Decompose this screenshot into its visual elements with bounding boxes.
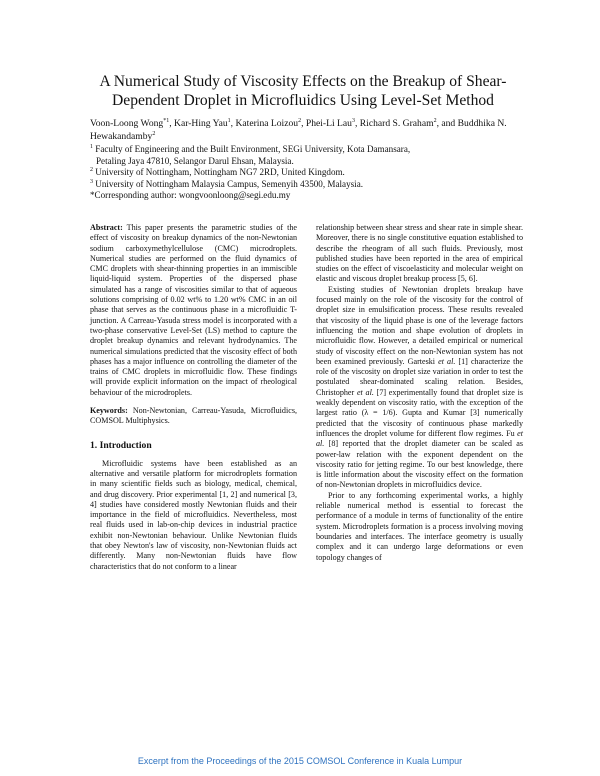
affiliations <box>90 144 520 202</box>
author: Richard S. Graham$^2$ <box>359 117 437 129</box>
conference-footer: Excerpt from the Proceedings of the 2015 COMSOL Conference in Kuala Lumpur <box>137 756 463 766</box>
corresponding-author: *Corresponding author: wongvoonloong@segi.edu.my <box>90 190 291 201</box>
abstract-text: This paper presents the parametric studies of the effect of viscosity on breakup dynamics of the non-Newtonian sodium carboxymethylcellulose (CMC) microdroplets. Numerical studies are performed on the fluid dynamics of CMC droplets with shear-thinning properties in an immiscible liquid-liquid system. Properties of the dispersed phase simulated has a range of viscosities similar to that of aqueous solutions comprising of 0.02 wt% to 1.20 wt% CMC in an oil phase that serves as the continuous phase in a microfluidic T-junction. A Carreau-Yasuda stress model is incorporated with a two-phase conservative Level-Set (LS) method to capture the droplet breakup dynamics and relevant hydrodynamics. The numerical simulations predicted that the viscosity effect of both phases has a major influence on controlling the diameter of the trains of CMC droplets in microfluidic flow. These findings will provide explicit information on the impact of rheological behaviour of the microdroplets. <box>90 223 297 397</box>
author: Phei-Li Lau$^3$ <box>305 117 355 129</box>
affiliation-continuation: Petaling Jaya 47810, Selangor Darul Ehsan, Malaysia. <box>96 155 294 166</box>
body-paragraph: relationship between shear stress and shear rate in simple shear. Moreover, there is no single constitutive equation established to describe the rheogram of all such fluids. Previously, most published studies have been reported in the area of empirical studies on the effect of viscoelasticity and molecular weight on elastic and viscous droplet breakup process [5, 6]. <box>316 223 523 284</box>
keywords <box>90 406 297 427</box>
keywords-text: Non-Newtonian, Carreau-Yasuda, Microfluidics, COMSOL Multiphysics. <box>90 406 297 426</box>
body-paragraph: Existing studies of Newtonian droplets breakup have focused mainly on the role of the viscosity for the control of droplet size in emulsification process. These results revealed that viscosity of the liquid phase is one of the leverage factors influencing the motion and shape evolution of droplets in microfluidic flow. However, a detailed empirical or numerical study of viscosity effect on the non-Newtonian system has not been examined previously. Garteski et al. [1] characterize the role of the viscosity on droplet size variation in order to test the postulated shear-dominated scaling relation. Besides, Christopher et al. [7] experimentally found that droplet size is weakly dependent on viscosity ratio, with the exception of the largest ratio (λ = 1/6). Gupta and Kumar [3] numerically predicted that the viscosity of continuous phase markedly influences the droplet volume for different flow regimes. Fu et al. [8] reported that the droplet diameter can be scaled as power-law relation with the exponent dependent on the viscosity ratio for jetting regime. To our best knowledge, there is little information about the viscosity effect on the formation of non-Newtonian droplets in microfluidics device. <box>316 284 523 490</box>
author: Voon-Loong Wong$^{*1}$ <box>90 117 170 129</box>
left-column <box>90 223 297 572</box>
author: Katerina Loizou$^2$ <box>235 117 302 129</box>
author: Kar-Hing Yau$^1$ <box>174 117 231 129</box>
affiliation: $^1$ Faculty of Engineering and the Built Environment, SEGi University, Kota Damansara, <box>90 143 411 154</box>
affiliation: $^3$ University of Nottingham Malaysia Campus, Semenyih 43500, Malaysia. <box>90 178 364 189</box>
intro-paragraph: Microfluidic systems have been established as an alternative and versatile platform for microdroplets formation in many scientific fields such as biology, medical, chemical, and drug discovery. Prior experimental [1, 2] and numerical [3, 4] studies have considered mostly Newtonian fluids and their importance in the field of microfluidics. Nevertheless, most real fluids used in lab-on-chip devices in industrial practice exhibit non-Newtonian behaviour. Unlike Newtonian fluids that obey Newton's law of viscosity, non-Newtonian fluids act differently. Many non-Newtonian fluids have flow characteristics that do not conform to a linear <box>90 458 297 571</box>
right-column <box>316 223 523 563</box>
author: Buddhika N. Hewakandamby$^2$ <box>90 118 507 142</box>
body-paragraph: Prior to any forthcoming experimental works, a highly reliable numerical method is essential to forecast the performance of a module in terms of functionality of the entire system. Microdroplets formation is a process involving moving boundaries and interfaces. The interface geometry is usually complex and it can undergo large deformations or even topology changes of <box>316 490 523 562</box>
abstract <box>90 223 297 398</box>
keywords-label: Keywords: <box>90 406 128 416</box>
abstract-label: Abstract: <box>90 223 123 232</box>
section-heading: 1. Introduction <box>90 439 152 451</box>
affiliation: $^2$ University of Nottingham, Nottingham NG7 2RD, United Kingdom. <box>90 167 345 178</box>
paper-title: A Numerical Study of Viscosity Effects on the Breakup of Shear-Dependent Droplet in Microfluidics Using Level-Set Method <box>99 73 507 109</box>
author-list: Voon-Loong Wong$^{*1}$, Kar-Hing Yau$^1$, Katerina Loizou$^2$, Phei-Li Lau$^3$, Richard S. Graham$^2$, and Buddhika N. Hewakandamby$^2$ <box>90 117 507 142</box>
